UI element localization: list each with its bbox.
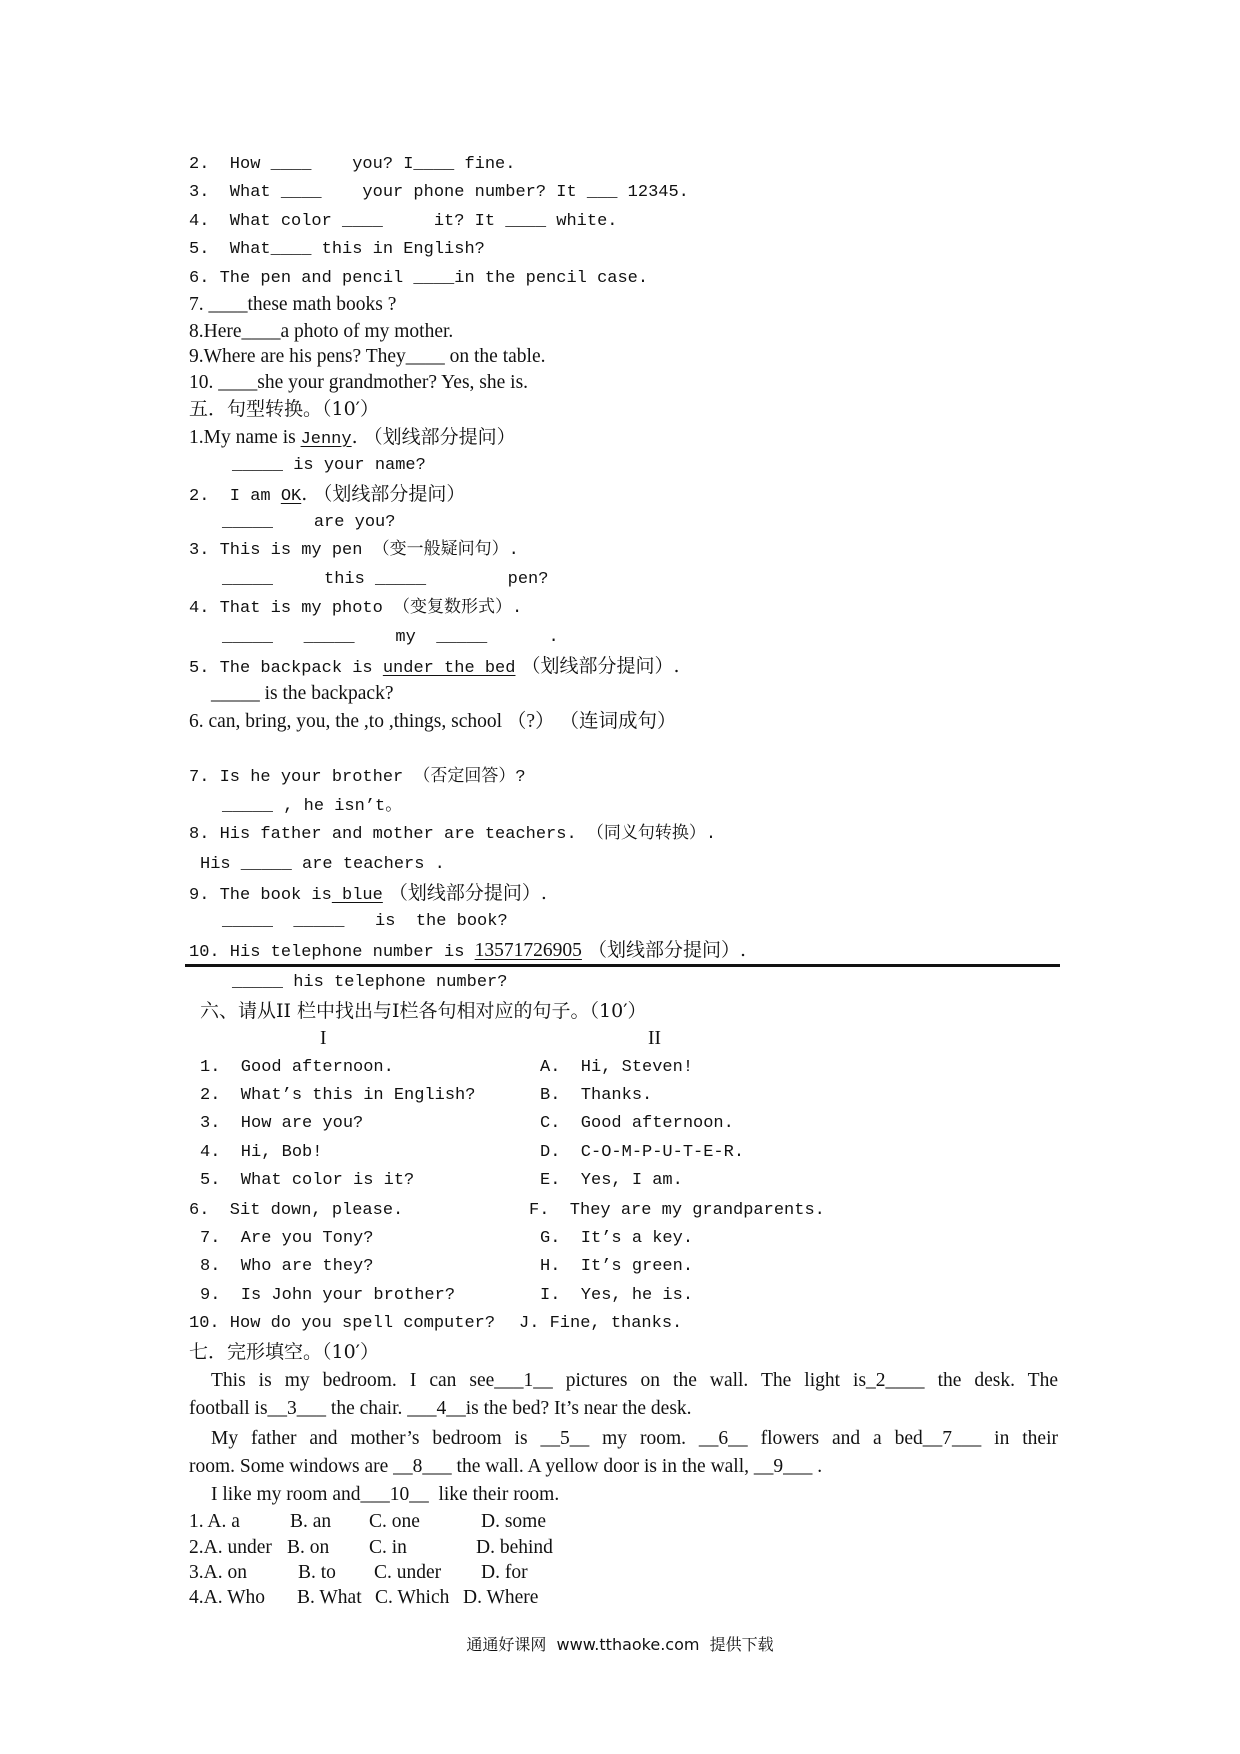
question-instruction: （划线部分提问）. xyxy=(515,655,680,677)
cloze-option: C. under xyxy=(374,1562,442,1583)
question-instruction: （划线部分提问）. xyxy=(382,882,547,904)
question-line xyxy=(189,482,465,506)
cloze-option: D. some xyxy=(481,1511,546,1532)
match-left-item: 9. Is John your brother? xyxy=(200,1286,456,1305)
match-right-item: G. It’s a key. xyxy=(540,1229,694,1248)
question-text: 1.My name is xyxy=(189,427,301,448)
cloze-paragraph-line: I like my room and___10__ like their room. xyxy=(211,1484,560,1505)
fill-blank-line: 8.Here____a photo of my mother. xyxy=(189,321,454,342)
question-line xyxy=(189,881,547,905)
answer-line: _____ his telephone number? xyxy=(232,973,508,992)
answer-line: _____ this _____ pen? xyxy=(222,570,549,589)
fill-blank-line: 3. What ____ your phone number? It ___ 12345. xyxy=(189,183,689,202)
question-text: 5. The backpack is xyxy=(189,659,383,678)
match-right-item: H. It’s green. xyxy=(540,1257,694,1276)
cloze-paragraph-line: This is my bedroom. I can see___1__ pictures on the wall. The light is_2____ the desk. The xyxy=(211,1370,1058,1391)
cloze-option: D. behind xyxy=(476,1537,553,1558)
match-left-item: 7. Are you Tony? xyxy=(200,1229,374,1248)
cloze-paragraph-line: My father and mother’s bedroom is __5__ my room. __6__ flowers and a bed__7___ in their xyxy=(211,1428,1058,1449)
column-label-right: II xyxy=(648,1028,661,1049)
fill-blank-line: 9.Where are his pens? They____ on the table. xyxy=(189,346,546,367)
question-line: 8. His father and mother are teachers. （同义句转换）. xyxy=(189,825,717,844)
cloze-option: B. What xyxy=(297,1587,362,1608)
answer-line: _____ is your name? xyxy=(232,456,426,475)
cloze-options-row xyxy=(189,1586,609,1610)
page-divider xyxy=(185,964,1060,967)
cloze-option: 2.A. under xyxy=(189,1537,272,1558)
match-left-item: 5. What color is it? xyxy=(200,1171,415,1190)
question-line: 7. Is he your brother （否定回答）? xyxy=(189,768,526,787)
section-heading: 五．句型转换。（10′） xyxy=(189,398,379,420)
fill-blank-line: 5. What____ this in English? xyxy=(189,240,485,259)
answer-line: _____ , he isn’t。 xyxy=(222,797,403,816)
cloze-option: B. on xyxy=(287,1537,330,1558)
cloze-option: B. to xyxy=(298,1562,336,1583)
answer-line: _____ _____ is the book? xyxy=(222,912,508,931)
underlined-text: OK xyxy=(280,487,302,506)
question-text: 10. His telephone number is xyxy=(189,943,475,962)
cloze-option: D. Where xyxy=(463,1587,539,1608)
match-left-item: 8. Who are they? xyxy=(200,1257,374,1276)
match-right-item: E. Yes, I am. xyxy=(540,1171,683,1190)
question-line xyxy=(189,654,680,678)
question-line: 4. That is my photo （变复数形式）. xyxy=(189,599,523,618)
section-heading: 七．完形填空。（10′） xyxy=(189,1341,379,1363)
fill-blank-line: 6. The pen and pencil ____in the pencil case. xyxy=(189,269,649,288)
question-line xyxy=(189,425,516,449)
answer-line: _____ are you? xyxy=(222,513,396,532)
question-text: 9. The book is xyxy=(189,886,332,905)
underlined-text: blue xyxy=(331,886,383,905)
page-footer: 通通好课网 www.tthaoke.com 提供下载 xyxy=(466,1635,774,1654)
cloze-options-row xyxy=(189,1536,609,1560)
question-line: 6. can, bring, you, the ,to ,things, school （?） （连词成句） xyxy=(189,711,677,732)
fill-blank-line: 7. ____these math books ? xyxy=(189,294,397,315)
underlined-text: Jenny xyxy=(300,430,352,449)
fill-blank-line: 10. ____she your grandmother? Yes, she is. xyxy=(189,372,529,393)
match-right-item: B. Thanks. xyxy=(540,1086,653,1105)
underlined-text: 13571726905 xyxy=(474,940,582,961)
cloze-option: C. Which xyxy=(375,1587,450,1608)
cloze-option: 3.A. on xyxy=(189,1562,247,1583)
column-label-left: I xyxy=(320,1028,327,1049)
cloze-option: 1. A. a xyxy=(189,1511,240,1532)
answer-line: _____ is the backpack? xyxy=(211,683,394,704)
question-instruction: . （划线部分提问） xyxy=(301,483,466,505)
cloze-option: C. in xyxy=(369,1537,407,1558)
cloze-paragraph-line: football is__3___ the chair. ___4__is the bed? It’s near the desk. xyxy=(189,1398,692,1419)
match-left-item: 6. Sit down, please. xyxy=(189,1201,404,1220)
answer-line: His _____ are teachers . xyxy=(200,855,445,874)
match-right-item: C. Good afternoon. xyxy=(540,1114,734,1133)
cloze-option: B. an xyxy=(290,1511,332,1532)
cloze-option: D. for xyxy=(481,1562,528,1583)
match-left-item: 3. How are you? xyxy=(200,1114,364,1133)
question-instruction: （划线部分提问）. xyxy=(581,939,746,961)
match-left-item: 2. What’s this in English? xyxy=(200,1086,476,1105)
question-line: 3. This is my pen （变一般疑问句）. xyxy=(189,541,519,560)
question-instruction: . （划线部分提问） xyxy=(351,426,516,448)
cloze-options-row xyxy=(189,1510,609,1534)
cloze-option: 4.A. Who xyxy=(189,1587,266,1608)
match-right-item: A. Hi, Steven! xyxy=(540,1058,694,1077)
match-right-item: D. C-O-M-P-U-T-E-R. xyxy=(540,1143,745,1162)
answer-line: _____ _____ my _____ . xyxy=(222,628,559,647)
question-line xyxy=(189,938,746,962)
cloze-paragraph-line: room. Some windows are __8___ the wall. A yellow door is in the wall, __9___ . xyxy=(189,1456,823,1477)
match-right-item: I. Yes, he is. xyxy=(540,1286,694,1305)
match-left-item: 4. Hi, Bob! xyxy=(200,1143,323,1162)
underlined-text: under the bed xyxy=(382,659,516,678)
match-left-item: 1. Good afternoon. xyxy=(200,1058,394,1077)
fill-blank-line: 4. What color ____ it? It ____ white. xyxy=(189,212,618,231)
section-heading: 六、请从II 栏中找出与I栏各句相对应的句子。（10′） xyxy=(200,1000,647,1022)
cloze-options-row xyxy=(189,1561,609,1585)
cloze-option: C. one xyxy=(369,1511,420,1532)
match-right-item: J. Fine, thanks. xyxy=(519,1314,683,1333)
question-text: 2. I am xyxy=(189,487,281,506)
fill-blank-line: 2. How ____ you? I____ fine. xyxy=(189,155,516,174)
match-right-item: F. They are my grandparents. xyxy=(529,1201,825,1220)
match-left-item: 10. How do you spell computer? xyxy=(189,1314,496,1333)
